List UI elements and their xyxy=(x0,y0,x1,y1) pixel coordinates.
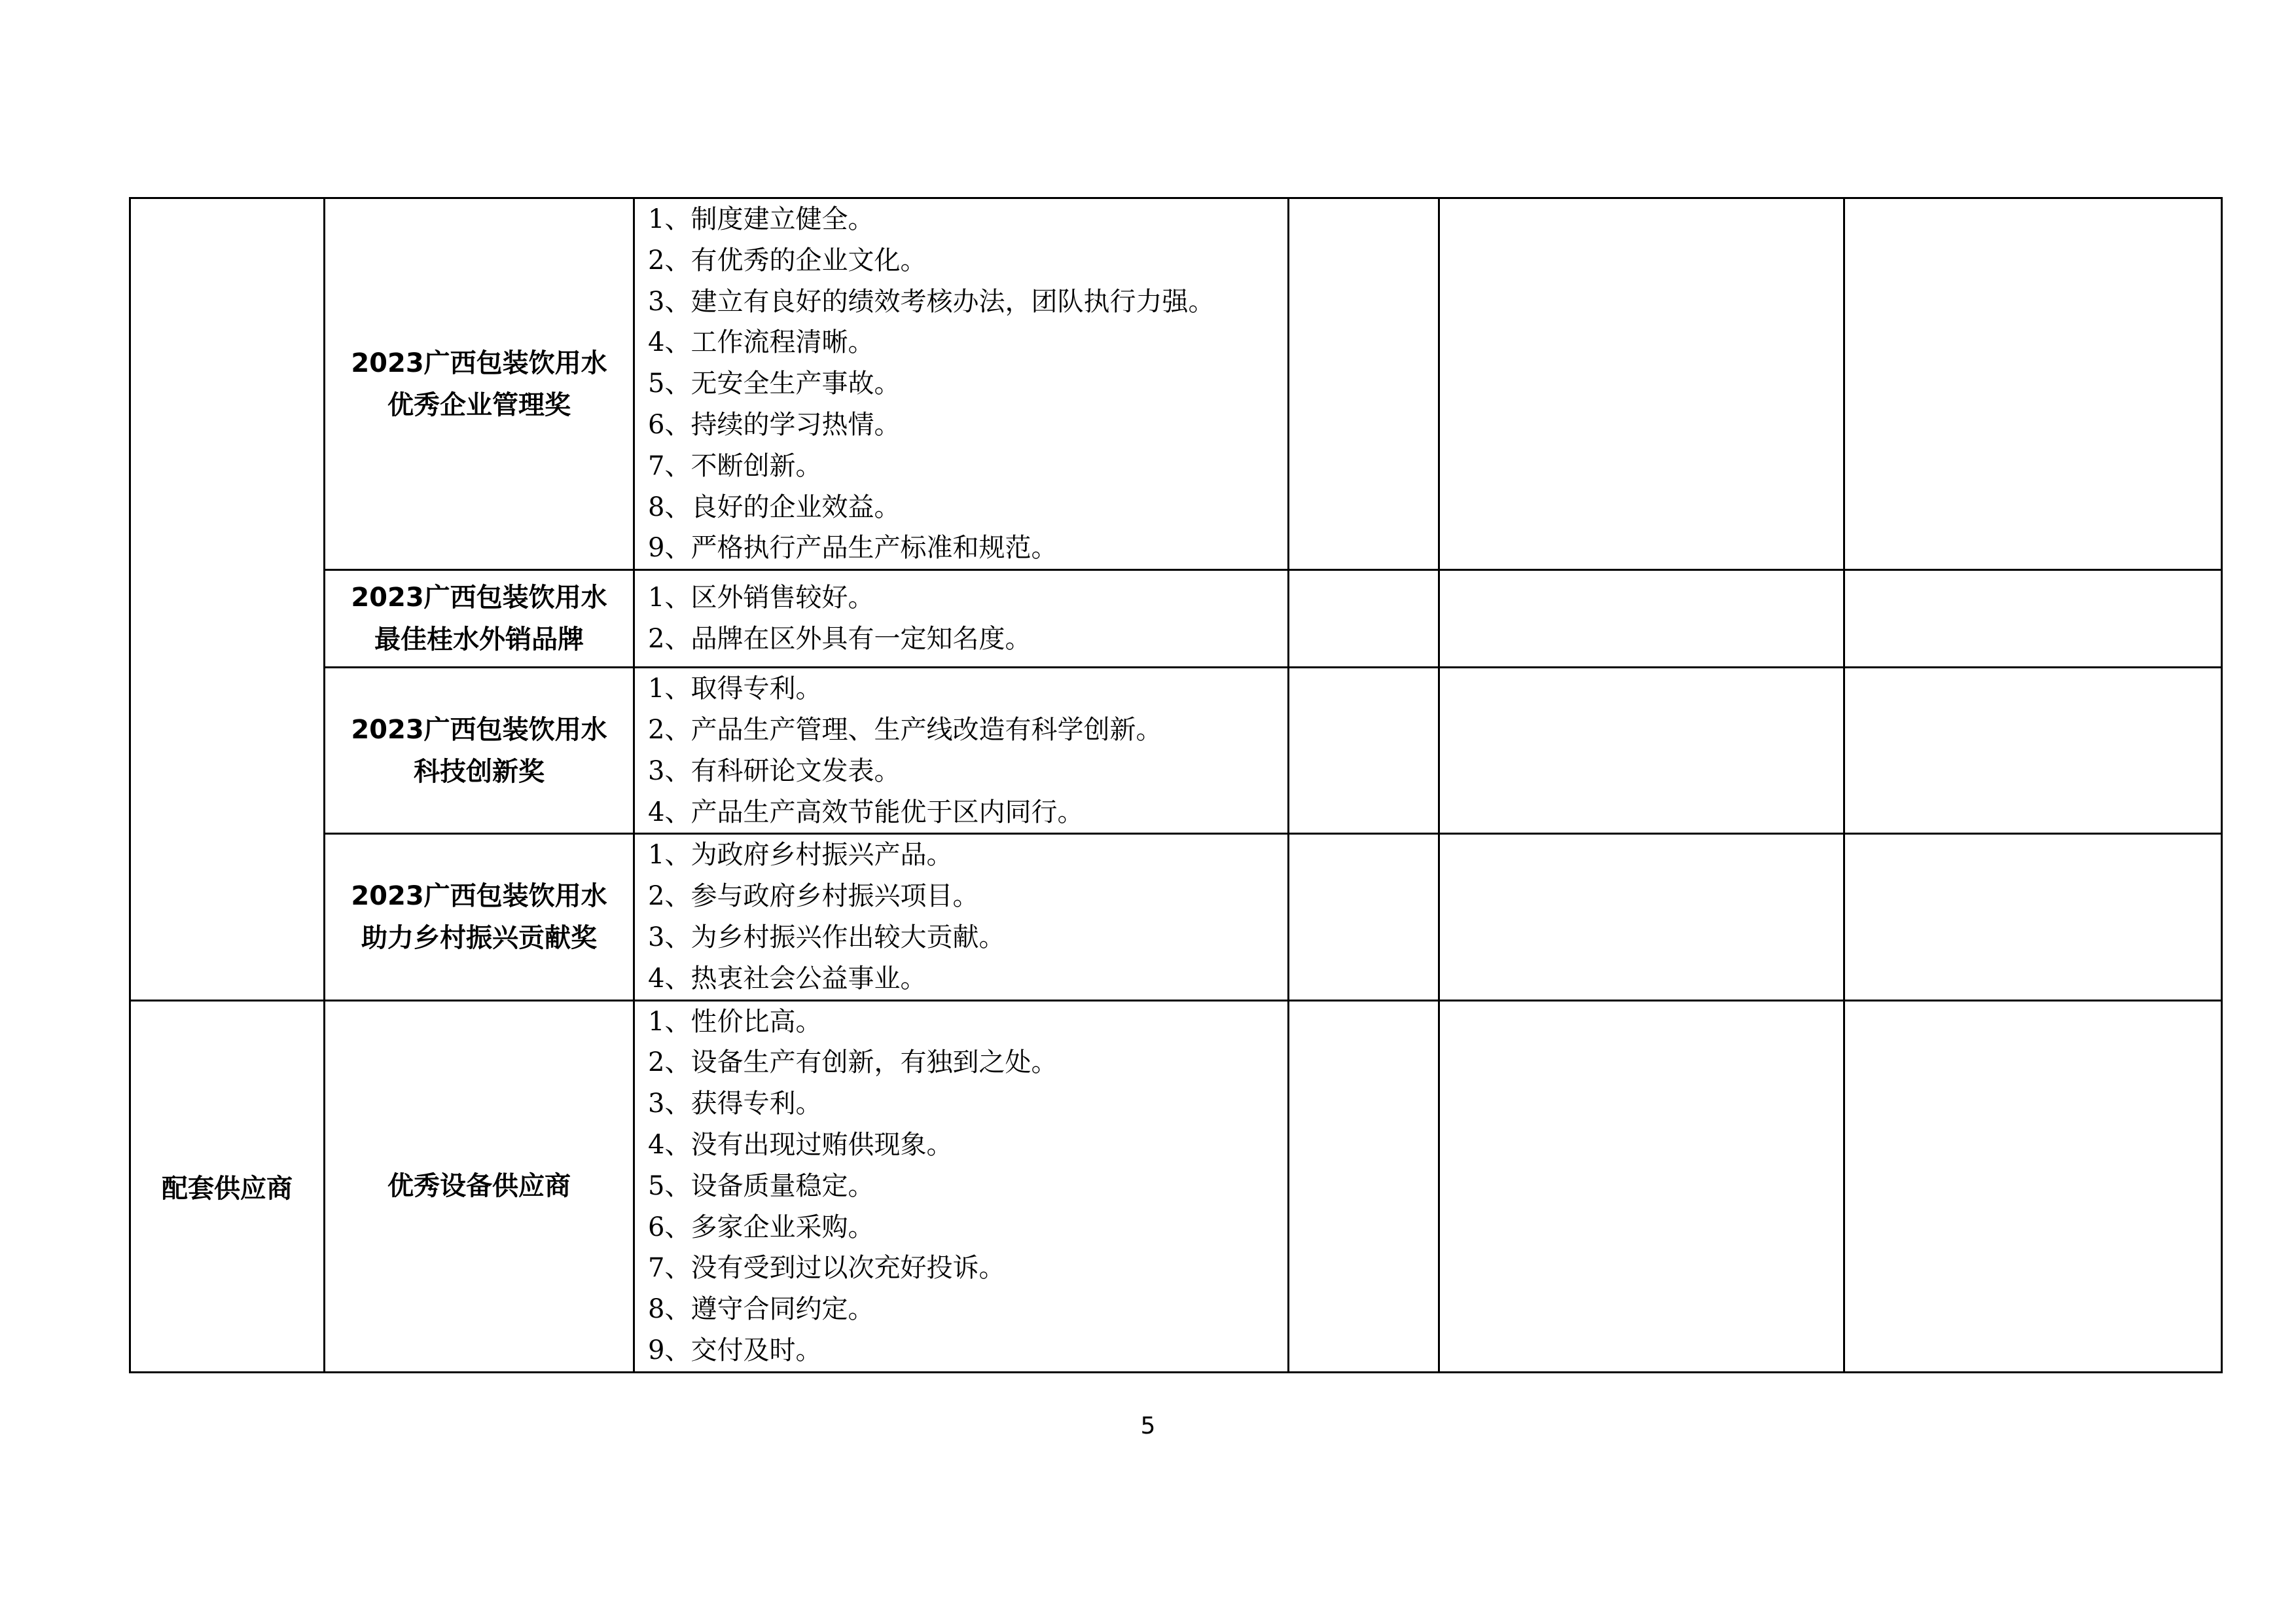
criteria-item: 1、区外销售较好。 xyxy=(648,583,874,613)
blank-cell xyxy=(1439,198,1844,570)
award-name-line: 2023广西包装饮用水 xyxy=(351,714,607,745)
blank-cell xyxy=(1439,668,1844,834)
criteria-item: 9、交付及时。 xyxy=(648,1335,822,1365)
table-row xyxy=(130,668,2222,834)
criteria-cell xyxy=(634,570,1289,668)
award-name-line: 优秀企业管理奖 xyxy=(387,389,571,420)
blank-cell xyxy=(1844,834,2222,1000)
page-number: 5 xyxy=(1140,1413,1156,1439)
award-name-cell xyxy=(325,570,634,668)
award-name-cell xyxy=(325,668,634,834)
criteria-item: 7、没有受到过以次充好投诉。 xyxy=(648,1253,1005,1284)
award-name-line: 2023广西包装饮用水 xyxy=(351,348,607,378)
blank-cell xyxy=(1289,668,1439,834)
criteria-item: 2、参与政府乡村振兴项目。 xyxy=(648,881,979,912)
criteria-item: 6、持续的学习热情。 xyxy=(648,409,901,440)
category-cell-empty xyxy=(130,198,325,1001)
award-name-line: 科技创新奖 xyxy=(414,756,545,787)
blank-cell xyxy=(1289,834,1439,1000)
blank-cell xyxy=(1439,570,1844,668)
criteria-item: 3、获得专利。 xyxy=(648,1089,822,1119)
criteria-item: 2、产品生产管理、生产线改造有科学创新。 xyxy=(648,714,1162,745)
criteria-item: 4、工作流程清晰。 xyxy=(648,327,874,358)
award-name-line: 2023广西包装饮用水 xyxy=(351,880,607,911)
criteria-item: 6、多家企业采购。 xyxy=(648,1212,874,1242)
table-row xyxy=(130,834,2222,1000)
criteria-item: 9、严格执行产品生产标准和规范。 xyxy=(648,533,1058,564)
blank-cell xyxy=(1439,1000,1844,1372)
criteria-item: 4、产品生产高效节能优于区内同行。 xyxy=(648,797,1084,827)
criteria-item: 4、没有出现过贿供现象。 xyxy=(648,1129,953,1160)
criteria-cell xyxy=(634,668,1289,834)
award-name-line: 优秀设备供应商 xyxy=(387,1171,571,1202)
award-name-cell xyxy=(325,198,634,570)
table-row xyxy=(130,1000,2222,1372)
criteria-item: 1、制度建立健全。 xyxy=(648,204,874,234)
criteria-item: 2、设备生产有创新，有独到之处。 xyxy=(648,1047,1058,1078)
blank-cell xyxy=(1844,570,2222,668)
blank-cell xyxy=(1289,198,1439,570)
criteria-item: 8、良好的企业效益。 xyxy=(648,492,901,522)
criteria-item: 5、设备质量稳定。 xyxy=(648,1170,874,1201)
criteria-item: 1、取得专利。 xyxy=(648,674,822,704)
table-row xyxy=(130,198,2222,570)
award-name-cell xyxy=(325,1000,634,1372)
criteria-item: 2、有优秀的企业文化。 xyxy=(648,245,927,276)
blank-cell xyxy=(1844,198,2222,570)
criteria-cell xyxy=(634,834,1289,1000)
award-name-cell xyxy=(325,834,634,1000)
award-name-line: 助力乡村振兴贡献奖 xyxy=(361,922,597,953)
criteria-item: 1、性价比高。 xyxy=(648,1006,822,1037)
criteria-item: 4、热衷社会公益事业。 xyxy=(648,963,927,994)
criteria-item: 3、有科研论文发表。 xyxy=(648,755,901,786)
criteria-item: 7、不断创新。 xyxy=(648,450,822,481)
criteria-item: 8、遵守合同约定。 xyxy=(648,1294,874,1325)
blank-cell xyxy=(1844,1000,2222,1372)
award-name-line: 最佳桂水外销品牌 xyxy=(374,624,584,655)
criteria-item: 5、无安全生产事故。 xyxy=(648,369,901,399)
criteria-item: 3、建立有良好的绩效考核办法，团队执行力强。 xyxy=(648,286,1215,317)
criteria-cell xyxy=(634,1000,1289,1372)
criteria-cell xyxy=(634,198,1289,570)
blank-cell xyxy=(1289,1000,1439,1372)
blank-cell xyxy=(1439,834,1844,1000)
award-name-line: 2023广西包装饮用水 xyxy=(351,583,607,613)
criteria-item: 1、为政府乡村振兴产品。 xyxy=(648,840,953,871)
category-cell: 配套供应商 xyxy=(130,1000,325,1372)
criteria-item: 2、品牌在区外具有一定知名度。 xyxy=(648,624,1031,655)
blank-cell xyxy=(1289,570,1439,668)
criteria-item: 3、为乡村振兴作出较大贡献。 xyxy=(648,922,1005,952)
awards-criteria-table xyxy=(129,197,2223,1373)
blank-cell xyxy=(1844,668,2222,834)
table-row xyxy=(130,570,2222,668)
